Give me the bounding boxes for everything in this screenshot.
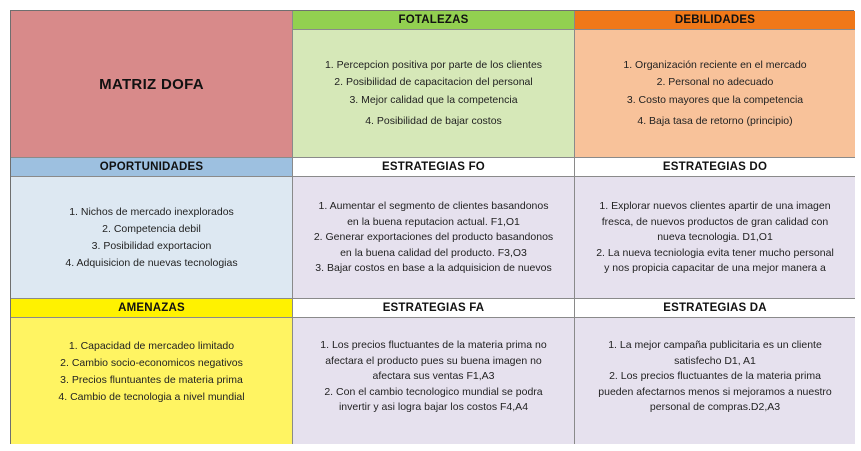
list-item: 4. Posibilidad de bajar costos [365,115,502,127]
text-line: afectara sus ventas F1,A3 [372,370,495,382]
fortalezas-header: FOTALEZAS [293,11,575,30]
matrix-title: MATRIZ DOFA [11,11,293,158]
list-item: 4. Baja tasa de retorno (principio) [637,115,793,127]
text-line: en la buena calidad del producto. F3,O3 [340,246,527,259]
list-item: 1. Percepcion positiva por parte de los clientes [324,58,543,71]
list-item: 1. Nichos de mercado inexplorados [69,205,234,218]
text-line: 1. Explorar nuevos clientes apartir de una imagen [599,200,831,212]
list-item: 3. Posibilidad exportacion [91,239,212,252]
text-line: 1. Los precios fluctuantes de la materia prima no [320,339,547,351]
list-item: 2. Competencia debil [102,222,201,235]
text-line: 2. Los precios fluctuantes de la materia prima [609,370,821,382]
list-item: 1. Capacidad de mercadeo limitado [68,340,235,352]
debilidades-header: DEBILIDADES [575,11,855,30]
list-item: 4. Cambio de tecnologia a nivel mundial [58,391,245,403]
text-line: 1. La mejor campaña publicitaria es un cliente [608,339,822,351]
estrategias-fo-text [293,177,575,299]
text-line: satisfecho D1, A1 [674,354,756,367]
estrategias-da-text [575,318,855,444]
list-item: 2. Posibilidad de capacitacion del personal [334,76,533,88]
text-line: y nos propicia capacitar de una mejor manera a [604,262,826,274]
text-line: 2. Con el cambio tecnologico mundial se podra [324,385,543,398]
text-line: pueden afectarnos menos si mejoramos a nuestro [598,385,832,398]
text-line: 2. La nueva tecniologia evita tener mucho personal [596,246,834,259]
estrategias-fa-text [293,318,575,444]
fortalezas-list [293,30,575,158]
list-item: 2. Cambio socio-economicos negativos [60,357,243,369]
text-line: 3. Bajar costos en base a la adquisicion de nuevos [315,262,552,274]
list-item: 3. Costo mayores que la competencia [626,93,804,106]
list-item: 3. Precios fluntuantes de materia prima [60,374,243,386]
list-item: 3. Mejor calidad que la competencia [349,93,518,106]
text-line: invertir y asi logra bajar los costos F4,A4 [338,401,529,413]
text-line: personal de compras.D2,A3 [649,401,781,413]
list-item: 1. Organización reciente en el mercado [623,58,807,71]
text-line: en la buena reputacion actual. F1,O1 [347,215,520,228]
estrategias-fa-header: ESTRATEGIAS FA [293,299,575,318]
text-line: 1. Aumentar el segmento de clientes basandonos [318,200,549,212]
oportunidades-list [11,177,293,299]
oportunidades-header: OPORTUNIDADES [11,158,293,177]
amenazas-list [11,318,293,444]
text-line: 2. Generar exportaciones del producto basandonos [313,231,554,243]
estrategias-do-header: ESTRATEGIAS DO [575,158,855,177]
estrategias-do-text [575,177,855,299]
amenazas-header: AMENAZAS [11,299,293,318]
estrategias-fo-header: ESTRATEGIAS FO [293,158,575,177]
list-item: 4. Adquisicion de nuevas tecnologias [65,256,238,269]
text-line: nueva tecnologia. D1,O1 [657,231,773,243]
text-line: fresca, de nuevos productos de gran calidad con [601,215,829,228]
debilidades-list [575,30,855,158]
text-line: afectara el producto pues su buena imagen no [325,354,542,367]
list-item: 2. Personal no adecuado [656,76,774,88]
estrategias-da-header: ESTRATEGIAS DA [575,299,855,318]
dofa-matrix [10,10,854,444]
